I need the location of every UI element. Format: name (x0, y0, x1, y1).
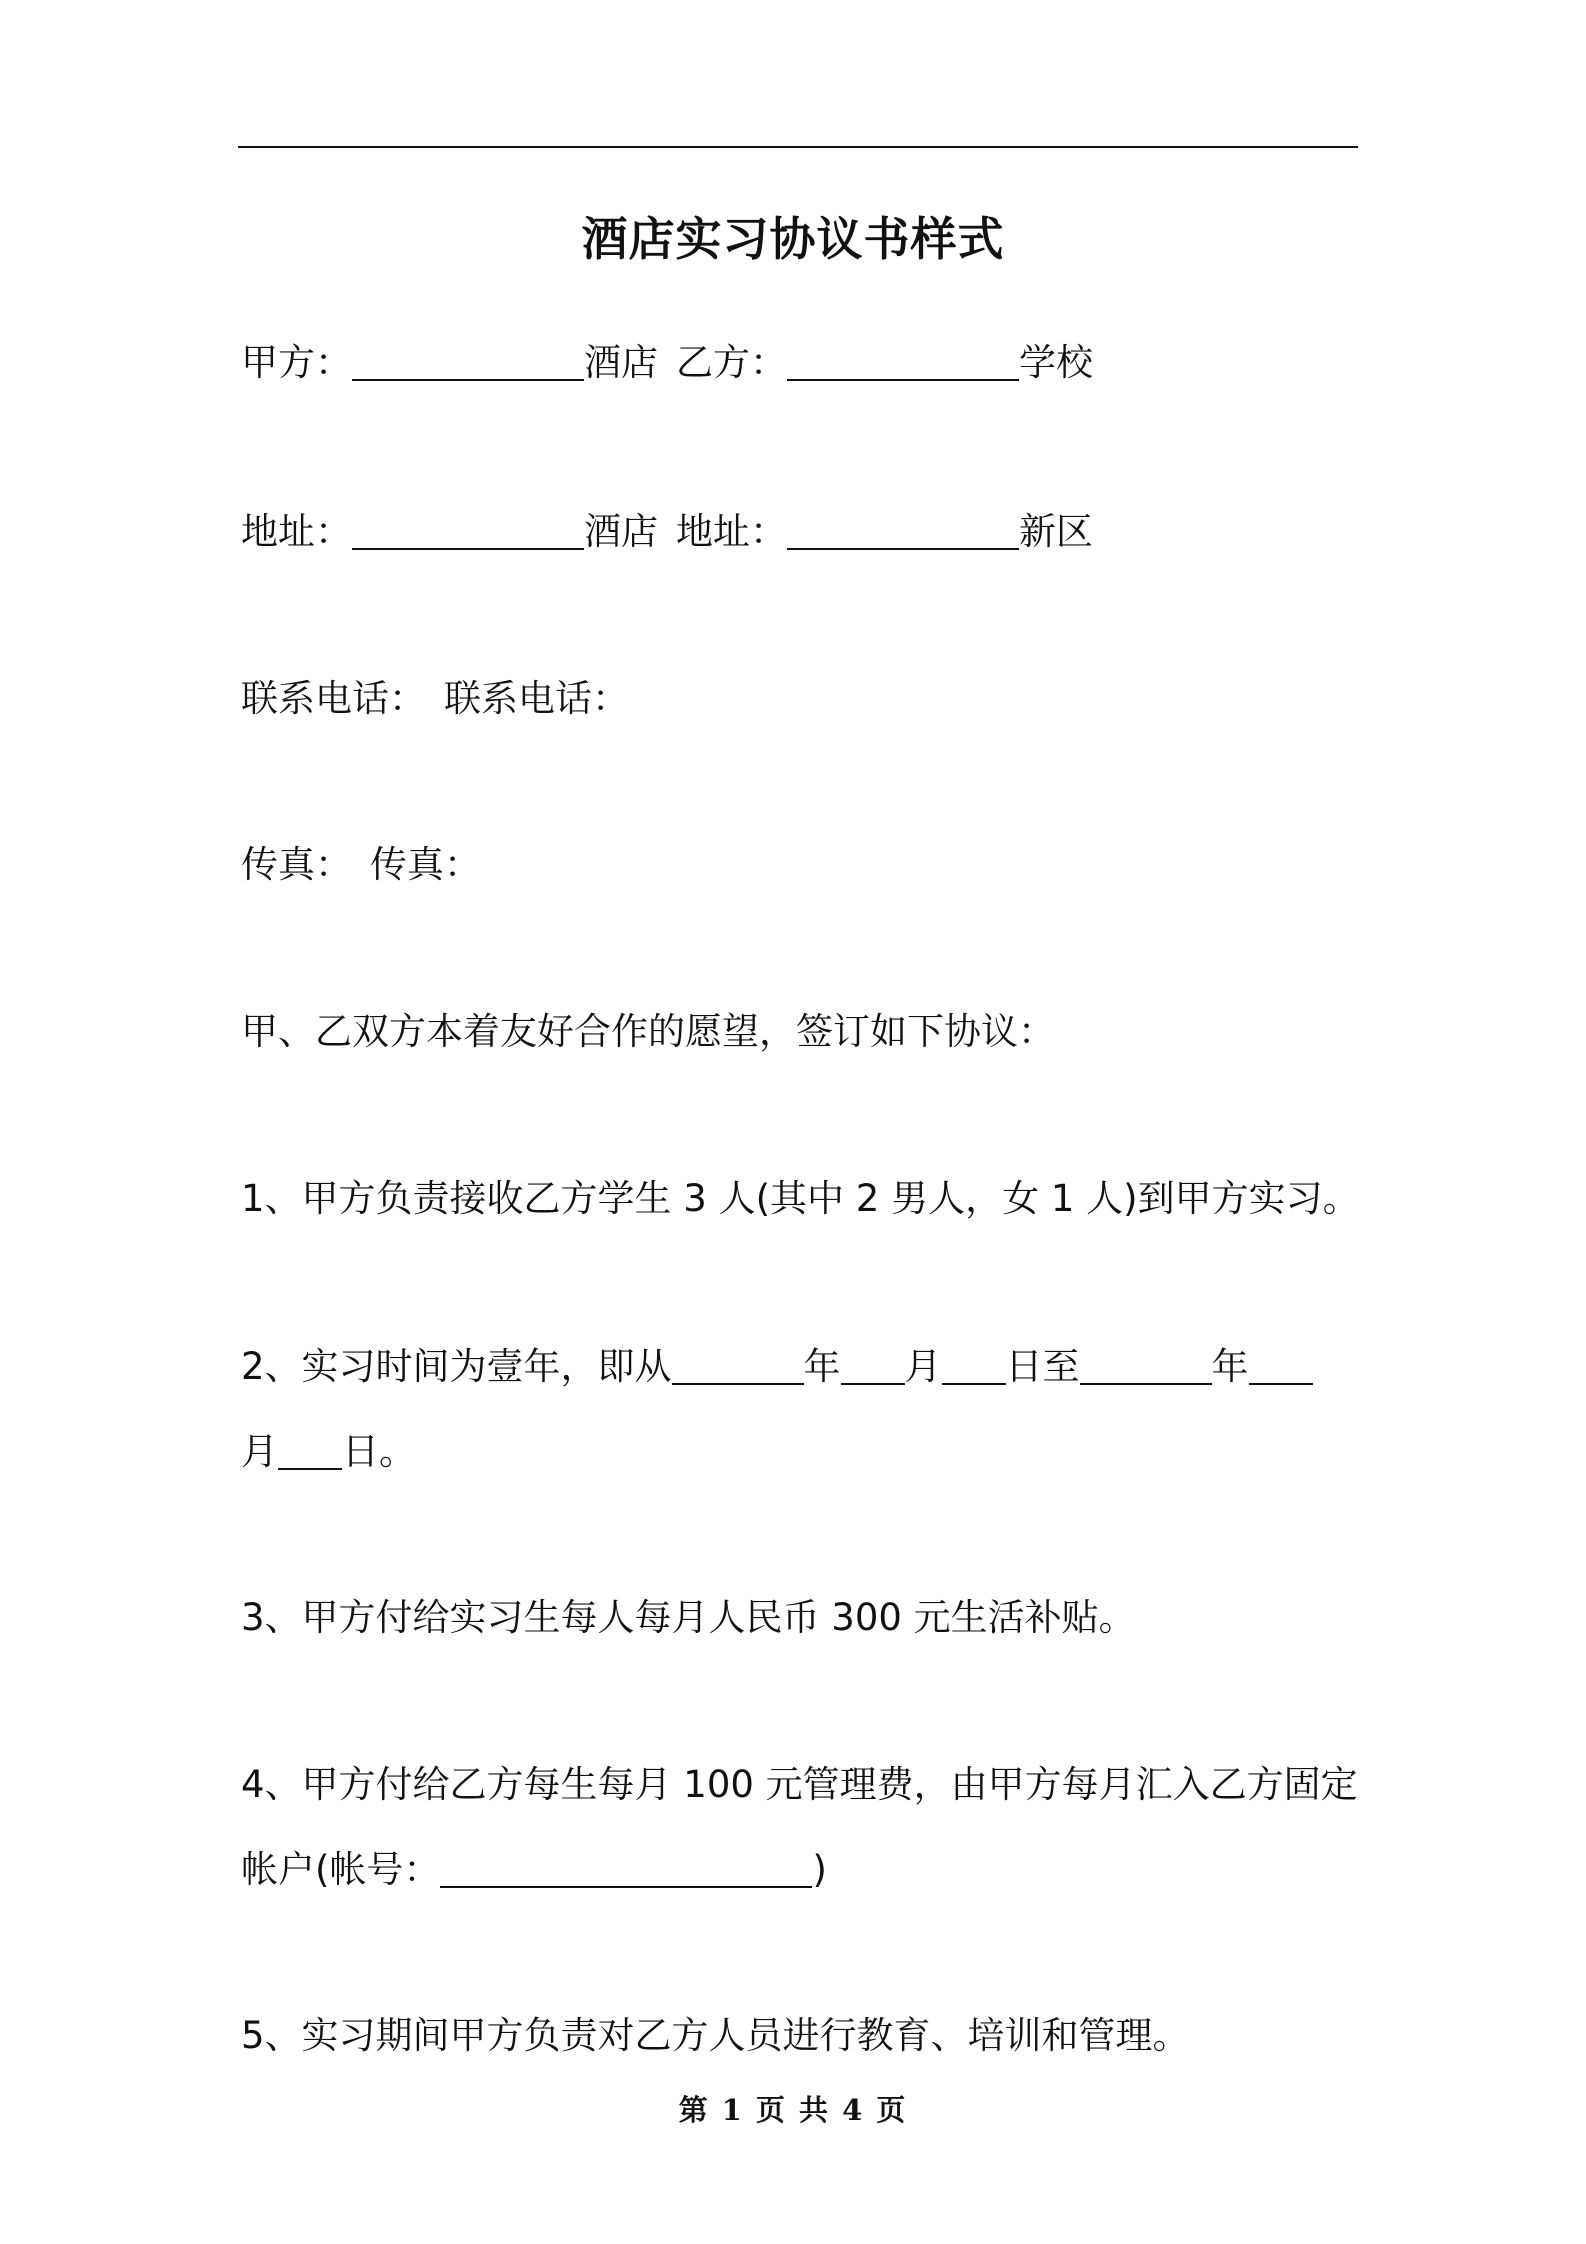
clause-2-line-2 (241, 1425, 416, 1479)
account-label: 帐户(帐号： (241, 1848, 441, 1891)
fax-b-label: 传真： (370, 843, 481, 886)
phone-b-label: 联系电话： (444, 677, 629, 720)
start-day-blank (942, 1345, 1006, 1385)
address-a-blank (352, 510, 584, 550)
address-a-label: 地址： (241, 510, 352, 553)
party-b-label: 乙方： (676, 341, 787, 384)
party-a-suffix: 酒店 (584, 341, 658, 384)
address-a-suffix: 酒店 (584, 510, 658, 553)
party-line (241, 336, 1093, 390)
start-day-to: 日至 (1005, 1345, 1080, 1388)
phone-a-label: 联系电话： (241, 677, 426, 720)
end-month-blank (1249, 1345, 1313, 1385)
party-b-blank (787, 341, 1019, 381)
party-a-blank (352, 341, 584, 381)
fax-line (241, 838, 481, 892)
address-b-label: 地址： (676, 510, 787, 553)
clause-5: 5、实习期间甲方负责对乙方人员进行教育、培训和管理。 (241, 2014, 1190, 2057)
address-b-suffix: 新区 (1019, 510, 1093, 553)
account-close-paren: ) (812, 1848, 827, 1891)
end-day-unit: 日。 (342, 1430, 416, 1473)
start-year-unit: 年 (803, 1345, 841, 1388)
start-month-blank (841, 1345, 905, 1385)
phone-line (241, 672, 629, 726)
start-month-unit: 月 (904, 1345, 942, 1388)
clause-2-prefix: 2、实习时间为壹年，即从 (241, 1345, 672, 1388)
end-month-unit: 月 (241, 1430, 278, 1473)
header-rule (238, 146, 1358, 148)
clause-2-line-1 (241, 1340, 1313, 1394)
clause-4-line-2 (241, 1843, 827, 1897)
end-year-blank (1080, 1345, 1212, 1385)
party-a-label: 甲方： (241, 341, 352, 384)
end-day-blank (278, 1430, 342, 1470)
fax-a-label: 传真： (241, 843, 352, 886)
intro-paragraph: 甲、乙双方本着友好合作的愿望，签订如下协议： (241, 1010, 1055, 1053)
document-title: 酒店实习协议书样式 (581, 212, 1005, 266)
clause-1: 1、甲方负责接收乙方学生 3 人(其中 2 男人，女 1 人)到甲方实习。 (241, 1177, 1360, 1220)
address-b-blank (787, 510, 1019, 550)
party-b-suffix: 学校 (1019, 341, 1093, 384)
end-year-unit: 年 (1211, 1345, 1249, 1388)
page-indicator: 第 1 页 共 4 页 (678, 2093, 908, 2127)
clause-4-line-1: 4、甲方付给乙方每生每月 100 元管理费，由甲方每月汇入乙方固定 (241, 1763, 1358, 1806)
start-year-blank (672, 1345, 804, 1385)
clause-3: 3、甲方付给实习生每人每月人民币 300 元生活补贴。 (241, 1596, 1136, 1639)
address-line (241, 505, 1093, 559)
account-number-blank (440, 1848, 812, 1888)
